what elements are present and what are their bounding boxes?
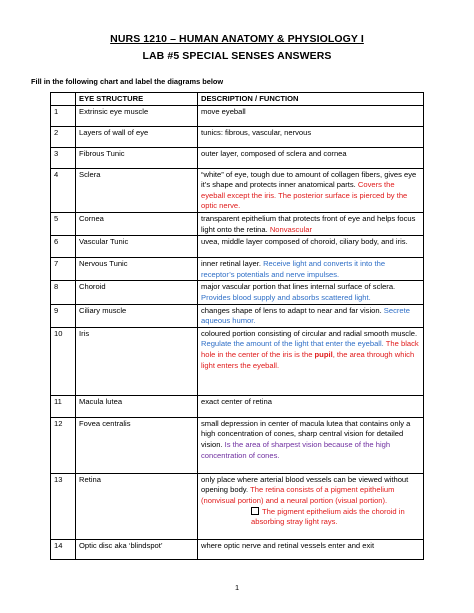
checkbox-bullet-icon xyxy=(251,507,259,515)
row-structure: Cornea xyxy=(76,212,198,235)
table-row xyxy=(51,168,424,212)
row-number: 9 xyxy=(51,304,76,327)
row-structure: Fovea centralis xyxy=(76,417,198,473)
table-row xyxy=(51,395,424,417)
row-structure: Nervous Tunic xyxy=(76,258,198,281)
row-number: 12 xyxy=(51,417,76,473)
row-structure: Vascular Tunic xyxy=(76,236,198,258)
row-description: transparent epithelium that protects front of eye and helps focus light onto the retina. Nonvascular xyxy=(198,212,424,235)
table-row xyxy=(51,212,424,235)
row-number: 14 xyxy=(51,539,76,559)
table-row xyxy=(51,304,424,327)
row-description: changes shape of lens to adapt to near and far vision. Secrete aqueous humor. xyxy=(198,304,424,327)
table-row xyxy=(51,105,424,126)
row-description: small depression in center of macula lutea that contains only a high concentration of cones, sharp central vision for detailed vision. Is the area of sharpest vision because of the high concentration of cones. xyxy=(198,417,424,473)
table-row xyxy=(51,539,424,559)
row-description: major vascular portion that lines internal surface of sclera. Provides blood supply and absorbs scattered light. xyxy=(198,281,424,304)
row-description: only place where arterial blood vessels can be viewed without opening body. The retina consists of a pigment epithelium (nonvisual portion) and a neural portion (visual portion). The pigment epithelium aids the choroid in absorbing stray light rays. xyxy=(198,473,424,539)
row-structure: Macula lutea xyxy=(76,395,198,417)
row-structure: Retina xyxy=(76,473,198,539)
page-number: 1 xyxy=(234,583,240,592)
table-row xyxy=(51,473,424,539)
row-number: 7 xyxy=(51,258,76,281)
document-title: NURS 1210 – HUMAN ANATOMY & PHYSIOLOGY I xyxy=(110,33,364,45)
table-row xyxy=(51,147,424,168)
row-structure: Iris xyxy=(76,327,198,395)
row-structure: Extrinsic eye muscle xyxy=(76,105,198,126)
row-description: outer layer, composed of sclera and cornea xyxy=(198,147,424,168)
row-structure: Sclera xyxy=(76,168,198,212)
table-header-row xyxy=(51,93,424,106)
row-number: 3 xyxy=(51,147,76,168)
row-structure: Fibrous Tunic xyxy=(76,147,198,168)
row-description: tunics: fibrous, vascular, nervous xyxy=(198,126,424,147)
row-description: exact center of retina xyxy=(198,395,424,417)
table-row xyxy=(51,327,424,395)
row-number: 8 xyxy=(51,281,76,304)
row-number: 5 xyxy=(51,212,76,235)
row-structure: Choroid xyxy=(76,281,198,304)
table-row xyxy=(51,236,424,258)
row-number: 11 xyxy=(51,395,76,417)
row-number: 13 xyxy=(51,473,76,539)
row-description: uvea, middle layer composed of choroid, ciliary body, and iris. xyxy=(198,236,424,258)
row-description: move eyeball xyxy=(198,105,424,126)
bullet-item: The pigment epithelium aids the choroid in absorbing stray light rays. xyxy=(251,506,405,527)
eye-structure-table xyxy=(50,92,424,560)
table-row xyxy=(51,281,424,304)
row-description: coloured portion consisting of circular and radial smooth muscle. Regulate the amount of the light that enter the eyeball. The black hole in the center of the iris is the pupil, the area through which light enters the eyeball. xyxy=(198,327,424,395)
table-row xyxy=(51,417,424,473)
header-cell-description: DESCRIPTION / FUNCTION xyxy=(198,93,424,106)
header-cell-num xyxy=(51,93,76,106)
row-description: “white” of eye, tough due to amount of collagen fibers, gives eye it’s shape and protects inner anatomical parts. Covers the eyeball except the iris. The posterior surface is pierced by the optic nerve. xyxy=(198,168,424,212)
table-row xyxy=(51,126,424,147)
table-row xyxy=(51,258,424,281)
row-number: 1 xyxy=(51,105,76,126)
row-number: 2 xyxy=(51,126,76,147)
row-description: where optic nerve and retinal vessels enter and exit xyxy=(198,539,424,559)
header-cell-structure: EYE STRUCTURE xyxy=(76,93,198,106)
row-structure: Ciliary muscle xyxy=(76,304,198,327)
row-number: 10 xyxy=(51,327,76,395)
row-structure: Optic disc aka ‘blindspot’ xyxy=(76,539,198,559)
row-number: 6 xyxy=(51,236,76,258)
document-subtitle: LAB #5 SPECIAL SENSES ANSWERS xyxy=(142,50,332,62)
instruction-text: Fill in the following chart and label the diagrams below xyxy=(31,77,224,86)
row-structure: Layers of wall of eye xyxy=(76,126,198,147)
row-description: inner retinal layer. Receive light and converts it into the receptor’s potentials and nerve impulses. xyxy=(198,258,424,281)
row-number: 4 xyxy=(51,168,76,212)
